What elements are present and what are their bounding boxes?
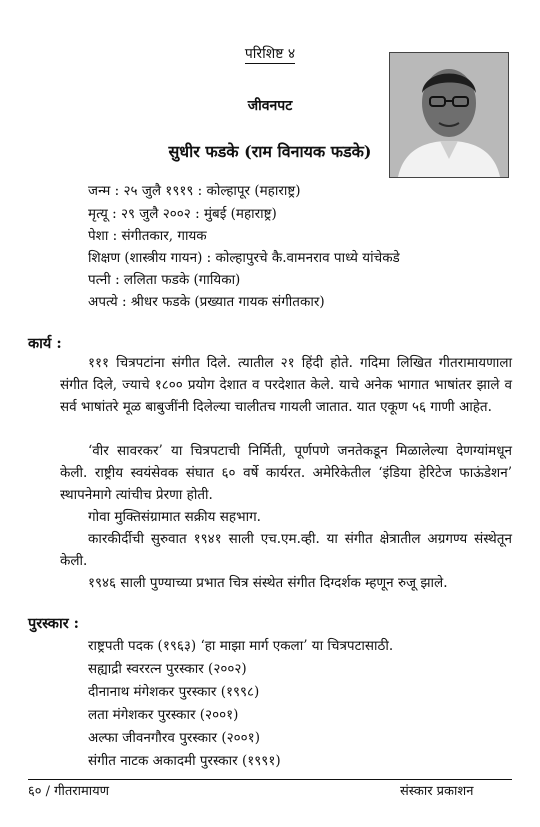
award-item: सह्याद्री स्वररत्न पुरस्कार (२००२) [88, 661, 247, 677]
award-item: राष्ट्रपती पदक (१९६३) ‘हा माझा मार्ग एकला’ या चित्रपटासाठी. [88, 638, 394, 654]
bio-children: अपत्ये : श्रीधर फडके (प्रख्यात गायक संगीतकार) [88, 294, 325, 310]
page-title: जीवनपट [247, 98, 293, 114]
bio-death: मृत्यू : २९ जुलै २००२ : मुंबई (महाराष्ट्र) [88, 206, 277, 222]
work-paragraph: कारकीर्दीची सुरुवात १९४१ साली एच.एम.व्ही. या संगीत क्षेत्रातील अग्रगण्य संस्थेतून केली. [60, 531, 512, 569]
work-paragraph: १९४६ साली पुण्याच्या प्रभात चित्र संस्थेत संगीत दिग्दर्शक म्हणून रुजू झाले. [88, 575, 448, 591]
award-item: दीनानाथ मंगेशकर पुरस्कार (१९९८) [88, 684, 260, 700]
work-heading: कार्य : [28, 335, 62, 352]
footer-divider [28, 779, 512, 780]
award-item: संगीत नाटक अकादमी पुरस्कार (१९९१) [88, 753, 281, 769]
work-paragraph: १११ चित्रपटांना संगीत दिले. त्यातील २१ हिंदी होते. गदिमा लिखित गीतरामायणाला संगीत दिले, ज्याचे १८०० प्रयोग देशात व परदेशात केले. याचे अनेक भागात भाषांतर झाले व सर्व भाषांतरे मूळ बाबुजींनी दिलेल्या चालीतच गायली जातात. यात एकूण ५६ गाणी आहेत. [60, 355, 512, 415]
work-paragraph: गोवा मुक्तिसंग्रामात सक्रीय सहभाग. [88, 509, 261, 525]
bio-profession: पेशा : संगीतकार, गायक [88, 228, 207, 244]
appendix-label: परिशिष्ट ४ [244, 46, 296, 62]
bio-birth: जन्म : २५ जुलै १९१९ : कोल्हापूर (महाराष्ट्र) [88, 183, 301, 199]
award-item: लता मंगेशकर पुरस्कार (२००१) [88, 707, 239, 723]
award-item: अल्फा जीवनगौरव पुरस्कार (२००१) [88, 730, 260, 746]
bio-spouse: पत्नी : ललिता फडके (गायिका) [88, 272, 241, 288]
portrait-photo [389, 52, 509, 178]
awards-heading: पुरस्कार : [28, 615, 80, 632]
footer-publisher: संस्कार प्रकाशन [400, 784, 474, 799]
work-paragraph: ‘वीर सावरकर’ या चित्रपटाची निर्मिती, पूर्णपणे जनतेकडून मिळालेल्या देणग्यांमधून केली. राष्ट्रीय स्वयंसेवक संघात ६० वर्षे कार्यरत. अमेरिकेतील ‘इंडिया हेरिटेज फाऊंडेशन’ स्थापनेमागे त्यांचीच प्रेरणा होती. [60, 443, 512, 503]
bio-education: शिक्षण (शास्त्रीय गायन) : कोल्हापुरचे कै.वामनराव पाध्ये यांचेकडे [88, 250, 400, 266]
footer-page-info: ६० / गीतरामायण [28, 784, 110, 799]
person-name: सुधीर फडके (राम विनायक फडके) [168, 142, 372, 161]
